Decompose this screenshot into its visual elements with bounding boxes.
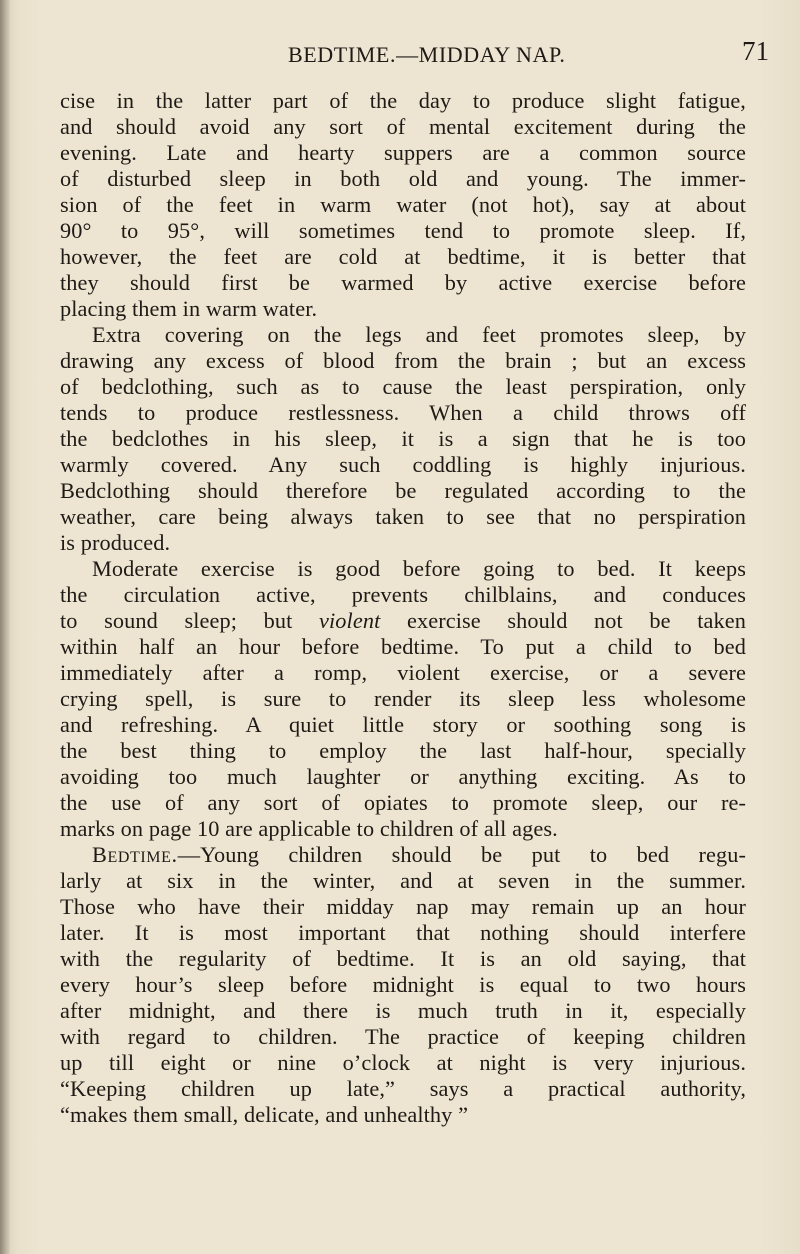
book-gutter-shadow	[0, 0, 10, 1254]
text-fragment: exercise should not be taken	[406, 608, 746, 633]
text-line	[60, 608, 746, 634]
text-line: weather, care being always taken to see that no perspiration	[60, 504, 746, 529]
paragraph-extra-covering	[60, 322, 746, 556]
text-line: sion of the feet in warm water (not hot), say at about	[60, 192, 746, 217]
text-line: avoiding too much laughter or anything exciting. As to	[60, 764, 746, 789]
text-line	[60, 842, 746, 868]
paragraph-moderate-exercise	[60, 556, 746, 842]
text-line: “makes them small, delicate, and unhealthy ”	[60, 1102, 469, 1127]
text-line: of bedclothing, such as to cause the least perspiration, only	[60, 374, 746, 399]
paragraph-bedtime	[60, 842, 746, 1128]
text-line: larly at six in the winter, and at seven in the summer.	[60, 868, 746, 893]
text-line: up till eight or nine o’clock at night is very injurious.	[60, 1050, 746, 1075]
text-line: Moderate exercise is good before going to bed. It keeps	[92, 556, 746, 581]
text-line: crying spell, is sure to render its sleep less wholesome	[60, 686, 746, 711]
text-line: tends to produce restlessness. When a child throws off	[60, 400, 746, 425]
text-line: with the regularity of bedtime. It is an old saying, that	[60, 946, 746, 971]
text-line: warmly covered. Any such coddling is highly injurious.	[60, 452, 746, 477]
body-text	[60, 88, 746, 1128]
text-line: is produced.	[60, 530, 171, 555]
text-line: “Keeping children up late,” says a practical authority,	[60, 1076, 746, 1101]
text-line: the circulation active, prevents chilblains, and conduces	[60, 582, 746, 607]
running-head: BEDTIME.—MIDDAY NAP.	[288, 42, 566, 67]
text-line: and should avoid any sort of mental excitement during the	[60, 114, 746, 139]
text-line: of disturbed sleep in both old and young. The immer-	[60, 166, 746, 191]
text-line: placing them in warm water.	[60, 296, 318, 321]
text-line: cise in the latter part of the day to produce slight fatigue,	[60, 88, 746, 113]
text-line: drawing any excess of blood from the brain ; but an excess	[60, 348, 746, 373]
text-line: within half an hour before bedtime. To put a child to bed	[60, 634, 746, 659]
page-number: 71	[742, 36, 769, 66]
text-line: every hour’s sleep before midnight is equal to two hours	[60, 972, 746, 997]
text-line: Those who have their midday nap may remain up an hour	[60, 894, 746, 919]
text-line: the use of any sort of opiates to promote sleep, our re-	[60, 790, 746, 815]
text-line: Bedclothing should therefore be regulated according to the	[60, 478, 746, 503]
text-line: later. It is most important that nothing should interfere	[60, 920, 746, 945]
text-line: Extra covering on the legs and feet promotes sleep, by	[92, 322, 746, 347]
text-line: and refreshing. A quiet little story or soothing song is	[60, 712, 746, 737]
text-fragment: to sound sleep; but	[60, 608, 293, 633]
text-line: 90° to 95°, will sometimes tend to promote sleep. If,	[60, 218, 746, 243]
section-heading: Bedtime.	[92, 842, 178, 867]
text-line: evening. Late and hearty suppers are a common source	[60, 140, 746, 165]
paragraph-sleep-fatigue	[60, 88, 746, 322]
text-line: immediately after a romp, violent exercise, or a severe	[60, 660, 746, 685]
text-line: after midnight, and there is much truth in it, especially	[60, 998, 746, 1023]
text-line: the best thing to employ the last half-hour, specially	[60, 738, 746, 763]
text-line: with regard to children. The practice of keeping children	[60, 1024, 746, 1049]
text-line: they should first be warmed by active exercise before	[60, 270, 746, 295]
text-line: the bedclothes in his sleep, it is a sign that he is too	[60, 426, 746, 451]
text-fragment: —Young children should be put to bed regu-	[177, 842, 746, 867]
emphasis-text: violent	[319, 608, 381, 633]
text-line: marks on page 10 are applicable to children of all ages.	[60, 816, 558, 841]
text-line: however, the feet are cold at bedtime, it is better that	[60, 244, 746, 269]
